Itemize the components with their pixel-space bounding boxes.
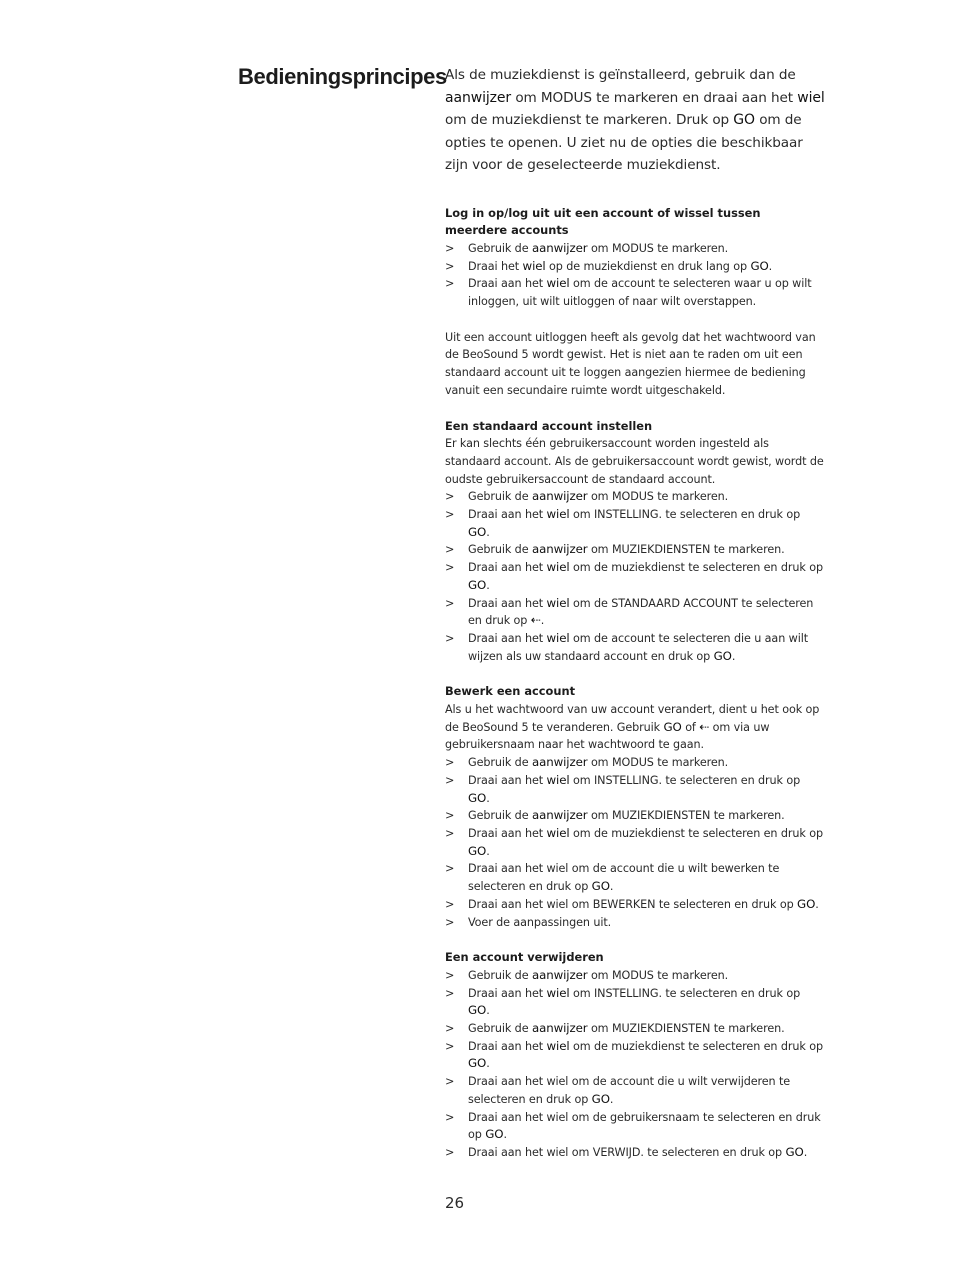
list-item [445,541,825,559]
keyword: aanwijzer [531,755,588,770]
list-item [445,1038,825,1073]
note-paragraph: Uit een account uitloggen heeft als gevolg dat het wachtwoord van de BeoSound 5 wordt gewist. Het is niet aan te raden om uit een standaard account uit te loggen aangezien hiermee de bediening vanuit een secundaire ruimte wordt uitgeschakeld. [445,330,816,397]
text-run: Gebruik de [468,1022,532,1036]
text-run: . [768,259,773,273]
text-run: om de account te selecteren waar u op wilt inloggen, uit wilt uitloggen of naar wilt overstappen. [468,277,812,309]
text-run: Draai aan het [468,827,547,840]
list-item [445,772,825,807]
text-run: Draai het [468,259,523,273]
step-marker: > [445,809,455,823]
steps-list [445,754,825,931]
list-item [445,985,825,1020]
keyword: GO [785,1144,804,1159]
step-marker: > [445,259,455,273]
section [445,205,825,311]
text-run: Draai aan het wiel om de gebruikersnaam te selecteren en druk op [468,1110,821,1142]
text-run: . [815,897,819,911]
keyword: wiel [546,507,570,522]
page-title: Bedieningsprincipes [238,64,447,89]
keyword: GO [663,719,682,734]
keyword: aanwijzer [531,240,588,255]
list-item [445,488,825,506]
text-run: . [731,649,736,663]
keyword: GO [750,258,769,273]
text-run: of [681,720,700,734]
text-run: om de opties te openen. U ziet nu de opties die beschikbaar zijn voor de geselecteerde muziekdienst. [445,112,803,173]
text-run: Als de muziekdienst is geïnstalleerd, gebruik dan de [445,67,796,83]
text-run: om de muziekdienst te selecteren en druk op [569,827,823,840]
keyword: aanwijzer [531,542,588,557]
step-marker: > [445,1110,455,1124]
step-marker: > [445,596,455,610]
step-marker: > [445,968,455,982]
section [445,683,825,931]
text-run: Draai aan het [468,277,547,291]
keyword: wiel [546,630,570,645]
list-item [445,914,825,932]
intro-paragraph [445,64,825,177]
keyword: wiel [546,772,570,787]
step-marker: > [445,1075,455,1089]
text-run: . [486,1004,490,1018]
list-item [445,275,825,310]
list-item [445,595,825,630]
step-marker: > [445,1145,455,1159]
text-run: Draai aan het wiel om de account die u wilt verwijderen te selecteren en druk op [468,1075,791,1106]
text-run: Draai aan het [468,1039,547,1053]
step-marker: > [445,773,455,787]
page-number: 26 [445,1194,465,1212]
keyword: aanwijzer [445,89,512,106]
text-run: Gebruik de [468,809,532,823]
text-run: om INSTELLING. te selecteren en druk op [569,986,801,1000]
keyword: GO [468,843,487,858]
keyword: GO [797,896,816,911]
text-run: . [486,844,490,858]
list-item [445,860,825,895]
keyword: aanwijzer [531,967,588,982]
keyword: wiel [546,826,570,840]
text-run: Draai aan het wiel om BEWERKEN te selecteren en druk op [468,897,798,911]
text-run: Gebruik de [468,543,532,557]
step-marker: > [445,827,455,840]
text-run: Voer de aanpassingen uit. [468,915,612,929]
section-heading: Bewerk een account [445,684,576,699]
text-run: om MODUS te markeren. [587,490,729,504]
text-run: om MODUS te markeren. [587,756,729,770]
text-run: . [486,1057,490,1071]
text-run: Als u het wachtwoord van uw account verandert, dient u het ook op de BeoSound 5 te veranderen. Gebruik [445,703,820,734]
text-run: Gebruik de [468,241,532,255]
step-marker: > [445,756,455,770]
keyword: wiel [546,560,570,575]
text-run: . [609,880,614,894]
keyword: GO [468,790,487,805]
text-run: . [486,791,490,805]
keyword: GO [713,648,732,663]
text-run: . [803,1145,808,1159]
list-item [445,967,825,985]
step-marker: > [445,277,455,291]
text-run: Draai aan het [468,986,547,1000]
list-item [445,1144,825,1162]
text-run: om MUZIEKDIENSTEN te markeren. [587,809,785,823]
text-run: Draai aan het wiel om de account die u wilt bewerken te selecteren en druk op [468,862,780,894]
step-marker: > [445,508,455,522]
text-run: Draai aan het [468,596,547,610]
text-run: . [486,525,490,539]
keyword: GO [591,1091,610,1106]
keyword: aanwijzer [531,1021,588,1036]
text-run: om MODUS te markeren en draai aan het [511,89,798,106]
text-run: Draai aan het [468,631,547,645]
text-run: op de muziekdienst en druk lang op [545,259,751,273]
text-run: Gebruik de [468,756,532,770]
text-run: om de muziekdienst te selecteren en druk op [569,561,823,575]
step-marker: > [445,543,455,557]
step-marker: > [445,915,455,929]
list-item [445,258,825,276]
keyword: GO [591,879,610,894]
list-item [445,754,825,772]
keyword: wiel [797,89,825,106]
step-marker: > [445,241,455,255]
step-marker: > [445,490,455,504]
steps-list [445,240,825,311]
keyword: wiel [546,1038,570,1053]
text-run: . [609,1092,614,1106]
step-marker: > [445,1022,455,1036]
step-marker: > [445,561,455,575]
keyword: wiel [546,985,570,1000]
text-run: . [540,614,545,628]
text-run: Gebruik de [468,968,532,982]
keyword: GO [468,524,487,539]
main-content [445,64,825,1180]
text-run: Draai aan het [468,508,547,522]
list-item [445,506,825,541]
text-run: om MUZIEKDIENSTEN te markeren. [587,543,785,557]
keyword: wiel [522,258,546,273]
section-heading: Een standaard account instellen [445,418,653,433]
back-arrow-icon: ⇠ [530,613,541,628]
text-run: Gebruik de [468,490,532,504]
text-run: . [486,578,490,592]
keyword: wiel [546,595,570,610]
text-run: Draai aan het wiel om VERWIJD. te selecteren en druk op [468,1145,786,1159]
list-item [445,240,825,258]
text-run: om INSTELLING. te selecteren en druk op [569,773,801,787]
text-run: om de muziekdienst te selecteren en druk op [569,1039,823,1053]
keyword: GO [468,1003,487,1018]
text-run: . [503,1128,507,1142]
text-run: Draai aan het [468,773,547,787]
keyword: GO [468,1056,487,1071]
list-item [445,807,825,825]
list-item [445,825,825,860]
section-heading: Log in op/log uit uit een account of wissel tussen meerdere accounts [445,205,761,238]
section-text [445,701,825,754]
text-run: om MUZIEKDIENSTEN te markeren. [587,1022,785,1036]
section-text: Er kan slechts één gebruikersaccount worden ingesteld als standaard account. Als de gebruikersaccount wordt gewist, wordt de oudste gebruikersaccount de standaard account. [445,437,824,486]
keyword: aanwijzer [531,489,588,504]
keyword: aanwijzer [531,808,588,823]
step-marker: > [445,1039,455,1053]
steps-list [445,967,825,1162]
back-arrow-icon: ⇠ [699,719,710,734]
list-item [445,1109,825,1144]
step-marker: > [445,986,455,1000]
list-item [445,630,825,665]
list-item [445,1073,825,1108]
keyword: wiel [546,276,570,291]
section-heading: Een account verwijderen [445,950,604,965]
list-item [445,559,825,594]
text-run: om de account te selecteren die u aan wilt wijzen als uw standaard account en druk op [468,631,808,663]
text-run: om MODUS te markeren. [587,968,729,982]
keyword: GO [733,112,755,128]
keyword: GO [468,577,487,592]
steps-list [445,488,825,665]
section [445,949,825,1161]
keyword: GO [485,1127,504,1142]
text-run: Draai aan het [468,561,547,575]
list-item [445,896,825,914]
step-marker: > [445,631,455,645]
list-item [445,1020,825,1038]
section [445,418,825,666]
step-marker: > [445,897,455,911]
text-run: om INSTELLING. te selecteren en druk op [569,508,801,522]
text-run: om de muziekdienst te markeren. Druk op [445,112,734,128]
text-run: om via uw gebruikersnaam naar het wachtwoord te gaan. [445,720,770,752]
text-run: om MODUS te markeren. [587,241,729,255]
text-run: om de STANDAARD ACCOUNT te selecteren en druk op [468,596,814,628]
step-marker: > [445,862,455,876]
